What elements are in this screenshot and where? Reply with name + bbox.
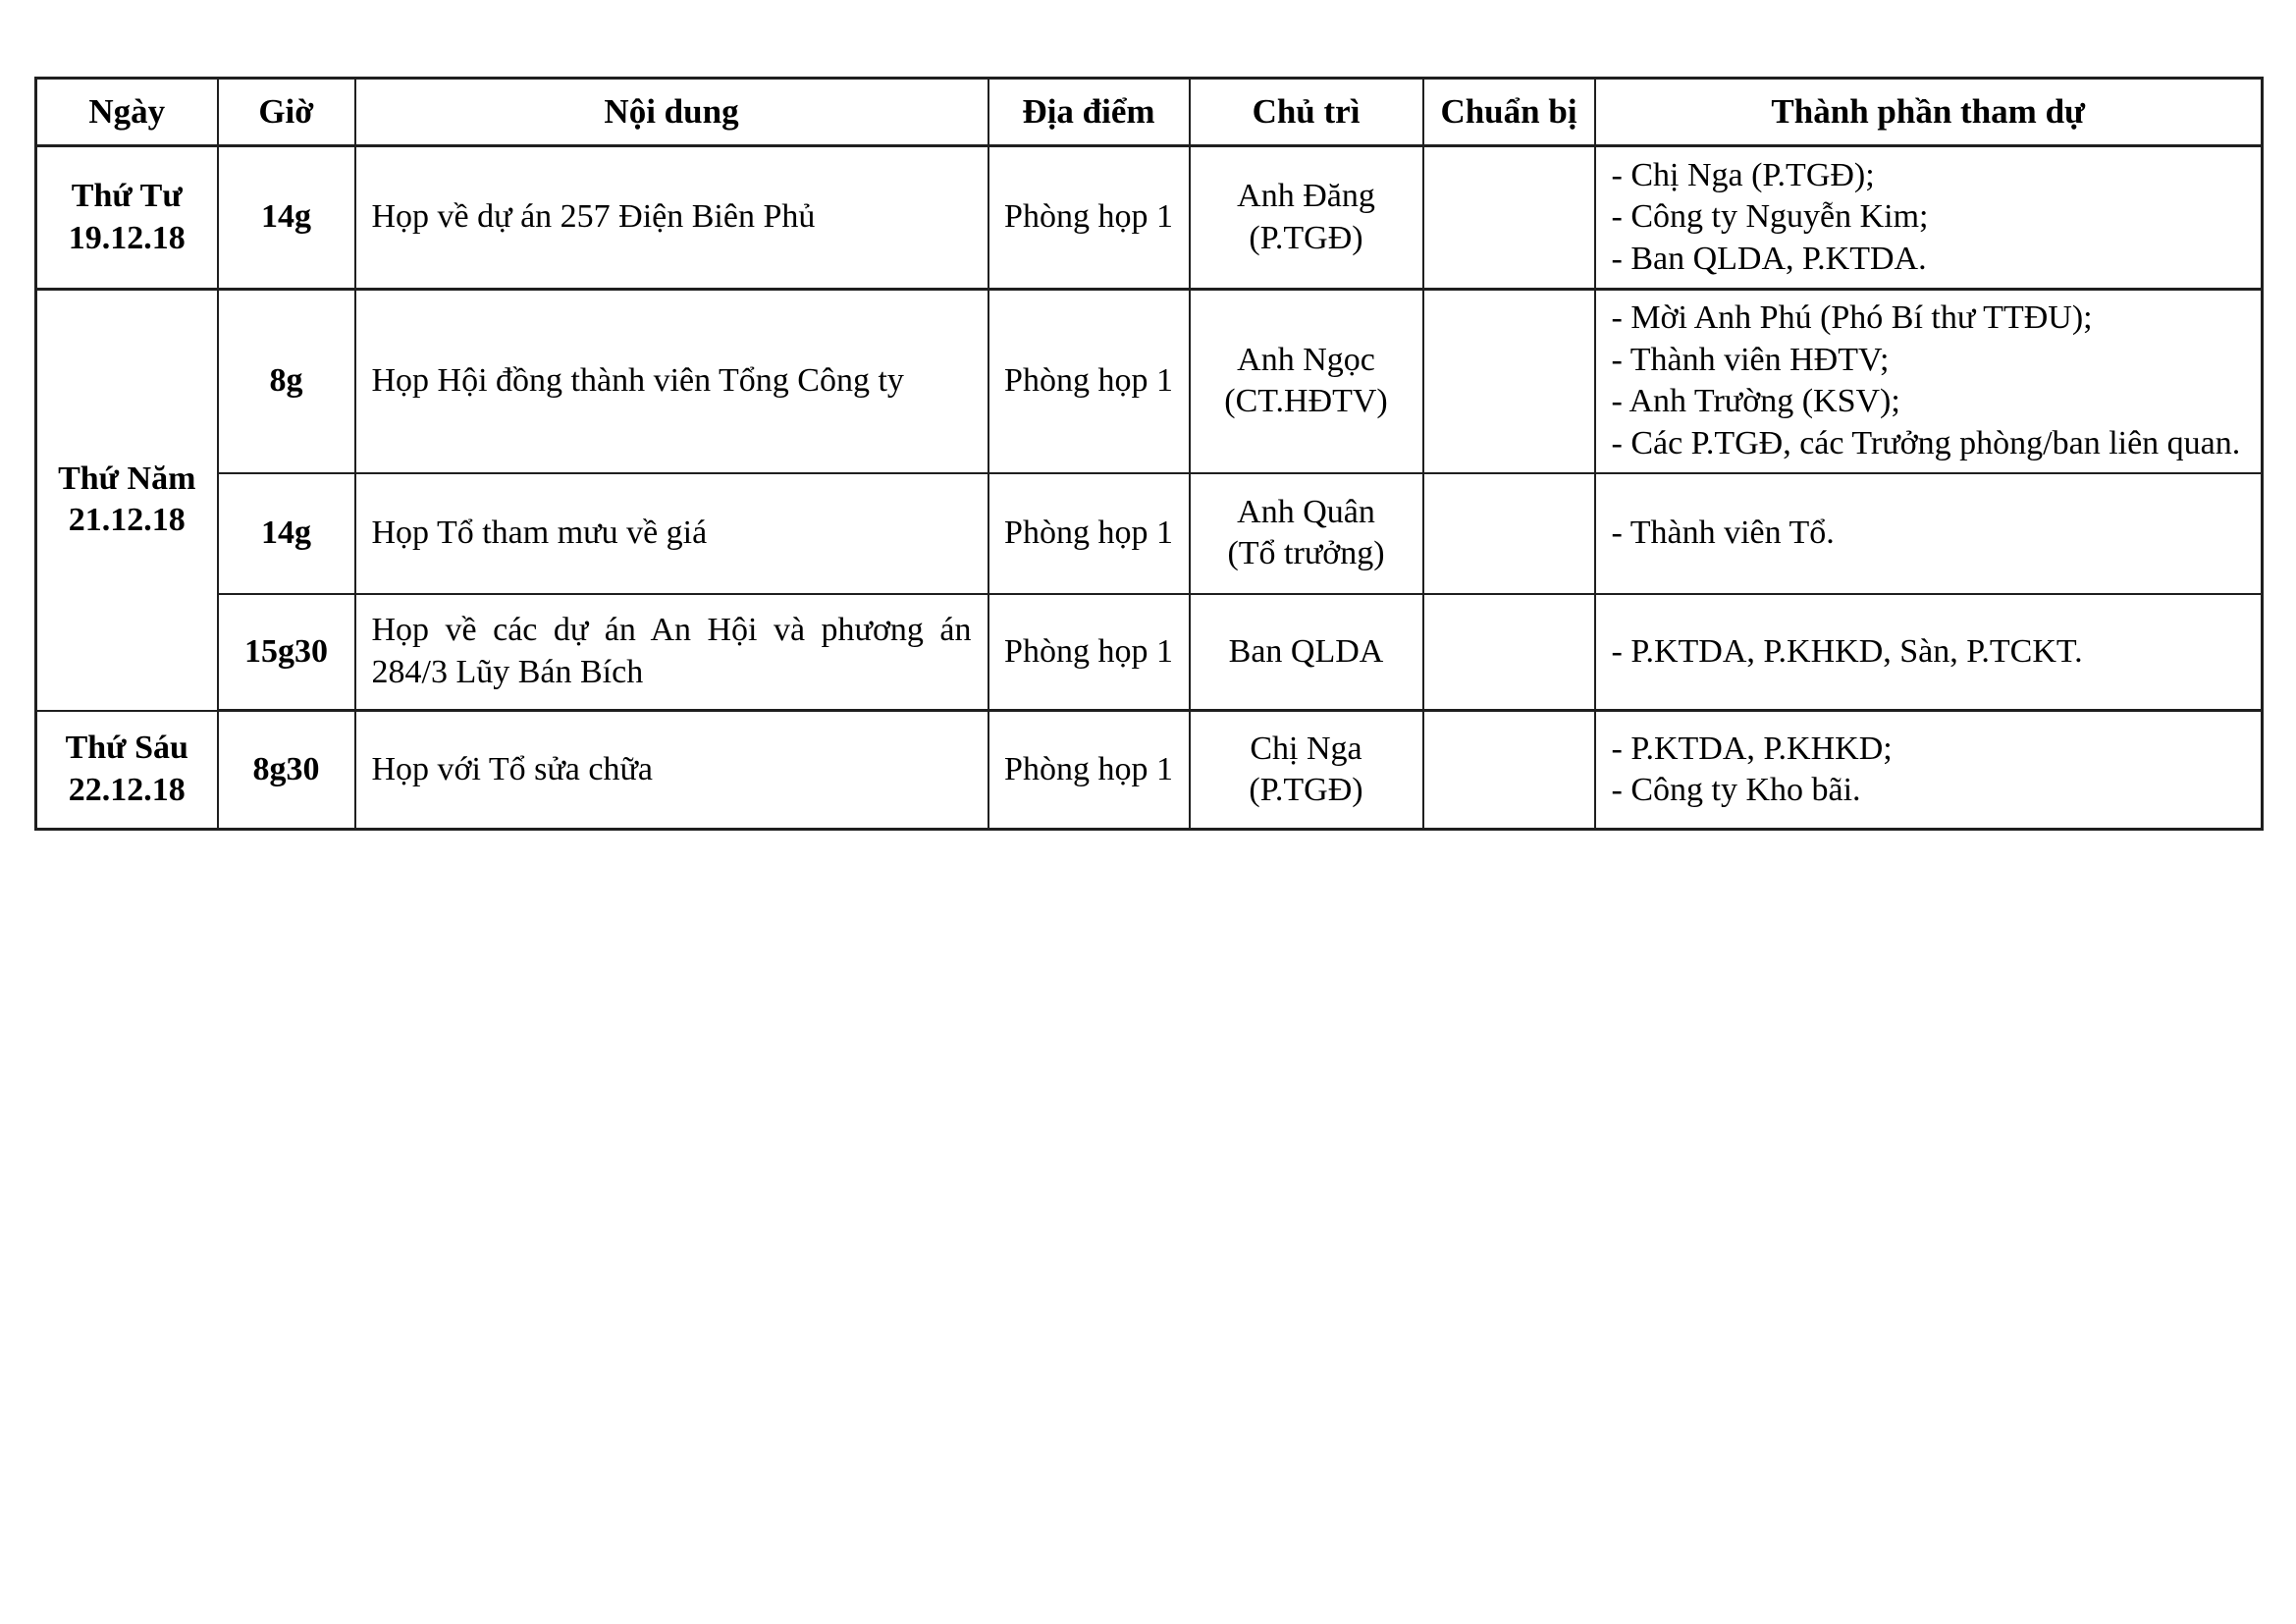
header-location: Địa điểm	[988, 79, 1190, 146]
day-date: 21.12.18	[68, 502, 186, 539]
header-participants: Thành phần tham dự	[1595, 79, 2263, 146]
preparation-cell	[1423, 290, 1595, 473]
day-name: Thứ Tư	[71, 178, 183, 214]
participant-line: - P.KTDA, P.KHKD;	[1611, 730, 1893, 767]
participants-cell	[1595, 473, 2263, 594]
content-cell: Họp Tổ tham mưu về giá	[355, 473, 988, 594]
table-row	[36, 146, 2263, 290]
chair-cell	[1190, 473, 1423, 594]
meeting-schedule-table	[34, 77, 2264, 831]
participants-cell	[1595, 290, 2263, 473]
participants-cell	[1595, 146, 2263, 290]
header-day: Ngày	[36, 79, 218, 146]
chair-cell	[1190, 290, 1423, 473]
chair-name: Chị Nga	[1250, 730, 1362, 767]
table-row	[36, 594, 2263, 711]
location-cell: Phòng họp 1	[988, 711, 1190, 830]
chair-cell	[1190, 711, 1423, 830]
participant-line: - Chị Nga (P.TGĐ);	[1611, 156, 1875, 193]
location-cell: Phòng họp 1	[988, 290, 1190, 473]
preparation-cell	[1423, 711, 1595, 830]
content-cell: Họp với Tổ sửa chữa	[355, 711, 988, 830]
participants-cell	[1595, 594, 2263, 711]
table-row	[36, 473, 2263, 594]
content-cell: Họp về các dự án An Hội và phương án 284/3 Lũy Bán Bích	[355, 594, 988, 711]
content-cell: Họp Hội đồng thành viên Tổng Công ty	[355, 290, 988, 473]
chair-title: (P.TGĐ)	[1249, 772, 1363, 808]
header-content: Nội dung	[355, 79, 988, 146]
day-cell	[36, 146, 218, 290]
chair-name: Anh Ngọc	[1237, 341, 1375, 378]
header-time: Giờ	[218, 79, 355, 146]
chair-title: (P.TGĐ)	[1249, 219, 1363, 256]
day-name: Thứ Năm	[58, 460, 196, 497]
participant-line: - Công ty Nguyễn Kim;	[1611, 198, 1929, 236]
participant-line: - Các P.TGĐ, các Trưởng phòng/ban liên quan.	[1611, 424, 2241, 461]
table-row	[36, 290, 2263, 473]
chair-title: (CT.HĐTV)	[1224, 383, 1388, 420]
participant-line: - Công ty Kho bãi.	[1611, 772, 1861, 808]
day-cell	[36, 711, 218, 830]
chair-cell	[1190, 594, 1423, 711]
participant-line: - Ban QLDA, P.KTDA.	[1611, 240, 1927, 277]
location-cell: Phòng họp 1	[988, 473, 1190, 594]
time-cell: 14g	[218, 146, 355, 290]
table-row	[36, 711, 2263, 830]
chair-name: Anh Đăng	[1237, 178, 1375, 214]
location-cell: Phòng họp 1	[988, 594, 1190, 711]
preparation-cell	[1423, 594, 1595, 711]
day-date: 19.12.18	[68, 219, 186, 256]
chair-cell	[1190, 146, 1423, 290]
day-cell	[36, 290, 218, 711]
participants-cell	[1595, 711, 2263, 830]
location-cell: Phòng họp 1	[988, 146, 1190, 290]
header-chair: Chủ trì	[1190, 79, 1423, 146]
chair-name: Anh Quân	[1237, 493, 1375, 530]
header-row	[36, 79, 2263, 146]
participant-line: - Thành viên HĐTV;	[1611, 341, 1890, 378]
time-cell: 14g	[218, 473, 355, 594]
time-cell: 8g	[218, 290, 355, 473]
participant-line: - Thành viên Tổ.	[1611, 514, 1835, 551]
chair-name: Ban QLDA	[1228, 632, 1384, 670]
content-cell: Họp về dự án 257 Điện Biên Phủ	[355, 146, 988, 290]
preparation-cell	[1423, 146, 1595, 290]
chair-title: (Tổ trưởng)	[1227, 535, 1385, 571]
header-preparation: Chuẩn bị	[1423, 79, 1595, 146]
time-cell: 8g30	[218, 711, 355, 830]
day-name: Thứ Sáu	[65, 730, 188, 767]
participant-line: - P.KTDA, P.KHKD, Sàn, P.TCKT.	[1611, 632, 2083, 670]
participant-line: - Mời Anh Phú (Phó Bí thư TTĐU);	[1611, 299, 2093, 337]
preparation-cell	[1423, 473, 1595, 594]
participant-line: - Anh Trường (KSV);	[1611, 383, 1900, 420]
time-cell: 15g30	[218, 594, 355, 711]
day-date: 22.12.18	[68, 771, 186, 808]
